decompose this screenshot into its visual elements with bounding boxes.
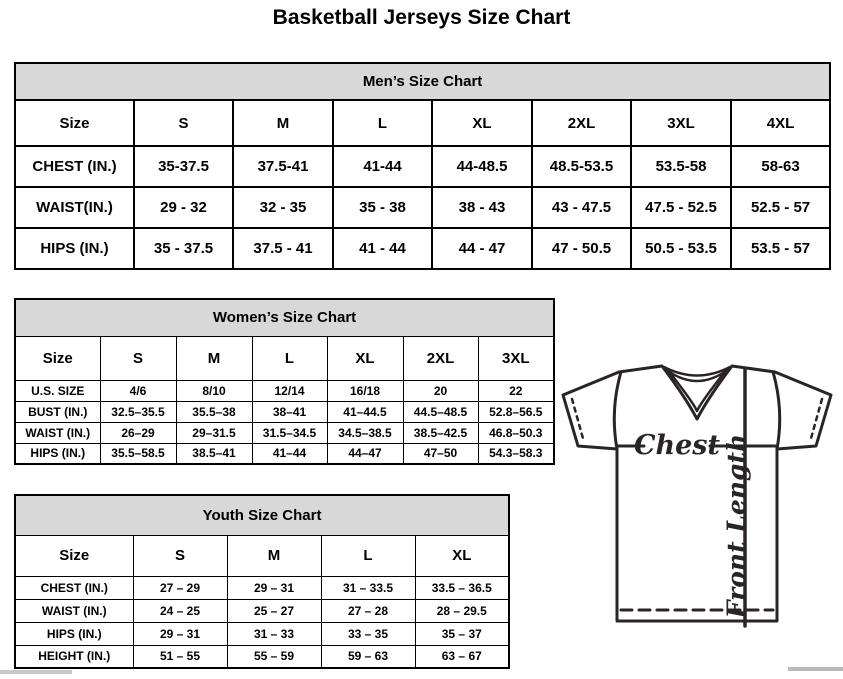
row-label: WAIST(IN.) — [15, 187, 134, 228]
size-value-cell: 35 – 37 — [415, 622, 509, 645]
row-label: BUST (IN.) — [15, 401, 100, 422]
size-value-cell: 8/10 — [176, 380, 252, 401]
row-label: HEIGHT (IN.) — [15, 645, 133, 668]
column-header: L — [321, 535, 415, 576]
size-value-cell: 38–41 — [252, 401, 327, 422]
column-header: Size — [15, 535, 133, 576]
chest-label: Chest — [634, 430, 720, 461]
size-value-cell: 34.5–38.5 — [327, 422, 403, 443]
size-value-cell: 58-63 — [731, 146, 830, 187]
size-value-cell: 41–44.5 — [327, 401, 403, 422]
size-value-cell: 22 — [478, 380, 554, 401]
jersey-outline — [563, 366, 831, 621]
front-length-label: Front Length — [722, 433, 751, 619]
column-header: L — [333, 100, 432, 146]
column-header: 3XL — [631, 100, 731, 146]
column-header: M — [233, 100, 333, 146]
youth-size-table — [14, 494, 510, 669]
size-value-cell: 31 – 33.5 — [321, 576, 415, 599]
column-header: XL — [432, 100, 532, 146]
column-header: XL — [327, 336, 403, 380]
column-header: S — [134, 100, 233, 146]
table-row — [15, 401, 554, 422]
size-value-cell: 50.5 - 53.5 — [631, 228, 731, 269]
table-section-title: Women’s Size Chart — [15, 299, 554, 336]
size-value-cell: 44.5–48.5 — [403, 401, 478, 422]
row-label: CHEST (IN.) — [15, 576, 133, 599]
size-value-cell: 24 – 25 — [133, 599, 227, 622]
column-header: M — [176, 336, 252, 380]
row-label: HIPS (IN.) — [15, 443, 100, 464]
men-size-table — [14, 62, 831, 270]
size-value-cell: 46.8–50.3 — [478, 422, 554, 443]
size-value-cell: 59 – 63 — [321, 645, 415, 668]
table-row — [15, 187, 830, 228]
column-header: L — [252, 336, 327, 380]
row-label: CHEST (IN.) — [15, 146, 134, 187]
size-value-cell: 51 – 55 — [133, 645, 227, 668]
row-label: WAIST (IN.) — [15, 599, 133, 622]
size-value-cell: 41 - 44 — [333, 228, 432, 269]
size-value-cell: 43 - 47.5 — [532, 187, 631, 228]
size-value-cell: 12/14 — [252, 380, 327, 401]
size-value-cell: 37.5-41 — [233, 146, 333, 187]
size-value-cell: 35-37.5 — [134, 146, 233, 187]
table-section-title: Youth Size Chart — [15, 495, 509, 535]
size-value-cell: 29 - 32 — [134, 187, 233, 228]
column-header: 3XL — [478, 336, 554, 380]
table-row — [15, 380, 554, 401]
table-row — [15, 228, 830, 269]
size-value-cell: 33.5 – 36.5 — [415, 576, 509, 599]
column-header: 4XL — [731, 100, 830, 146]
size-value-cell: 44-48.5 — [432, 146, 532, 187]
column-header: S — [133, 535, 227, 576]
size-value-cell: 54.3–58.3 — [478, 443, 554, 464]
table-row — [15, 146, 830, 187]
table-row — [15, 576, 509, 599]
column-header: 2XL — [403, 336, 478, 380]
size-value-cell: 52.5 - 57 — [731, 187, 830, 228]
table-row — [15, 443, 554, 464]
size-value-cell: 35 - 38 — [333, 187, 432, 228]
size-value-cell: 55 – 59 — [227, 645, 321, 668]
size-value-cell: 25 – 27 — [227, 599, 321, 622]
column-header: 2XL — [532, 100, 631, 146]
size-value-cell: 35.5–38 — [176, 401, 252, 422]
size-value-cell: 32.5–35.5 — [100, 401, 176, 422]
size-value-cell: 35.5–58.5 — [100, 443, 176, 464]
row-label: HIPS (IN.) — [15, 228, 134, 269]
size-value-cell: 53.5 - 57 — [731, 228, 830, 269]
row-label: U.S. SIZE — [15, 380, 100, 401]
table-row — [15, 422, 554, 443]
size-value-cell: 41-44 — [333, 146, 432, 187]
scrollbar-fragment-left[interactable] — [0, 670, 72, 674]
table-row — [15, 599, 509, 622]
size-value-cell: 26–29 — [100, 422, 176, 443]
size-value-cell: 38 - 43 — [432, 187, 532, 228]
size-value-cell: 48.5-53.5 — [532, 146, 631, 187]
column-header: XL — [415, 535, 509, 576]
size-value-cell: 29 – 31 — [133, 622, 227, 645]
size-value-cell: 44–47 — [327, 443, 403, 464]
size-value-cell: 20 — [403, 380, 478, 401]
size-value-cell: 52.8–56.5 — [478, 401, 554, 422]
size-value-cell: 41–44 — [252, 443, 327, 464]
size-value-cell: 37.5 - 41 — [233, 228, 333, 269]
table-row — [15, 622, 509, 645]
size-value-cell: 31 – 33 — [227, 622, 321, 645]
scrollbar-fragment-right[interactable] — [788, 667, 843, 671]
jersey-measurement-diagram — [557, 358, 843, 663]
size-value-cell: 33 – 35 — [321, 622, 415, 645]
size-value-cell: 44 - 47 — [432, 228, 532, 269]
size-value-cell: 38.5–41 — [176, 443, 252, 464]
column-header: Size — [15, 100, 134, 146]
size-value-cell: 31.5–34.5 — [252, 422, 327, 443]
size-value-cell: 47 - 50.5 — [532, 228, 631, 269]
size-value-cell: 27 – 28 — [321, 599, 415, 622]
right-sleeve-seam — [773, 372, 780, 449]
size-value-cell: 29 – 31 — [227, 576, 321, 599]
size-value-cell: 35 - 37.5 — [134, 228, 233, 269]
size-value-cell: 32 - 35 — [233, 187, 333, 228]
table-section-title: Men’s Size Chart — [15, 63, 830, 100]
size-value-cell: 38.5–42.5 — [403, 422, 478, 443]
left-sleeve-seam — [614, 372, 621, 449]
column-header: Size — [15, 336, 100, 380]
size-value-cell: 29–31.5 — [176, 422, 252, 443]
row-label: HIPS (IN.) — [15, 622, 133, 645]
size-value-cell: 4/6 — [100, 380, 176, 401]
size-value-cell: 47–50 — [403, 443, 478, 464]
size-value-cell: 28 – 29.5 — [415, 599, 509, 622]
table-row — [15, 645, 509, 668]
women-size-table — [14, 298, 555, 465]
size-value-cell: 27 – 29 — [133, 576, 227, 599]
size-value-cell: 16/18 — [327, 380, 403, 401]
column-header: M — [227, 535, 321, 576]
size-value-cell: 47.5 - 52.5 — [631, 187, 731, 228]
size-value-cell: 53.5-58 — [631, 146, 731, 187]
size-value-cell: 63 – 67 — [415, 645, 509, 668]
column-header: S — [100, 336, 176, 380]
page-title: Basketball Jerseys Size Chart — [272, 6, 571, 29]
row-label: WAIST (IN.) — [15, 422, 100, 443]
